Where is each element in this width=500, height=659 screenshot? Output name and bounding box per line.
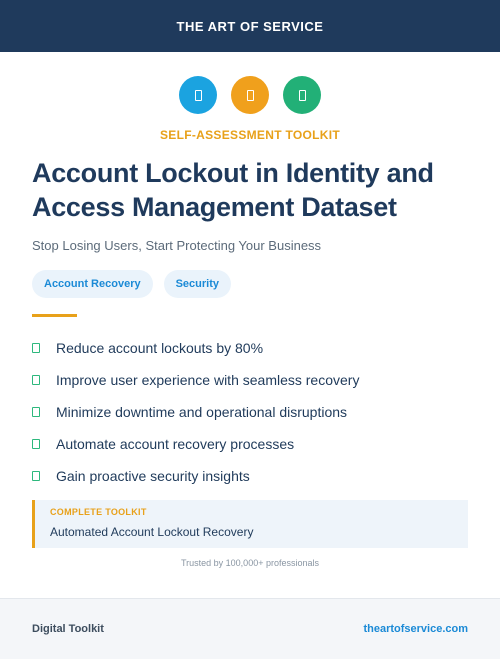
header-bar <box>0 0 500 52</box>
website-link[interactable]: theartofservice.com <box>363 623 468 635</box>
benefit-text: Reduce account lockouts by 80% <box>56 340 264 356</box>
benefit-text: Minimize downtime and operational disruptions <box>56 404 348 420</box>
toolkit-kicker: SELF-ASSESSMENT TOOLKIT <box>159 128 341 142</box>
tag-account-recovery[interactable]: Account Recovery <box>32 270 153 298</box>
callout-kicker: COMPLETE TOOLKIT <box>50 507 147 517</box>
document-icon <box>179 76 217 114</box>
callout-text: Automated Account Lockout Recovery <box>50 525 254 539</box>
document-icon <box>231 76 269 114</box>
check-icon <box>32 439 40 449</box>
document-glyph-icon <box>195 90 202 101</box>
accent-divider <box>32 314 77 317</box>
document-glyph-icon <box>299 90 306 101</box>
document-glyph-icon <box>247 90 254 101</box>
list-item <box>32 460 472 492</box>
page-subtitle: Stop Losing Users, Start Protecting Your Business <box>32 238 322 253</box>
page-title: Account Lockout in Identity and Access Management Dataset <box>32 158 434 222</box>
footer-label: Digital Toolkit <box>32 623 104 635</box>
toolkit-callout <box>32 500 468 548</box>
trust-note: Trusted by 100,000+ professionals <box>180 558 319 568</box>
list-item <box>32 332 472 364</box>
list-item <box>32 364 472 396</box>
check-icon <box>32 375 40 385</box>
footer-bar <box>0 598 500 659</box>
benefit-text: Automate account recovery processes <box>56 436 295 452</box>
tag-security[interactable]: Security <box>164 270 231 298</box>
check-icon <box>32 471 40 481</box>
icon-row <box>0 76 500 114</box>
benefit-text: Gain proactive security insights <box>56 468 250 484</box>
check-icon <box>32 343 40 353</box>
document-icon <box>283 76 321 114</box>
list-item <box>32 428 472 460</box>
benefit-text: Improve user experience with seamless recovery <box>56 372 360 388</box>
brand-title: THE ART OF SERVICE <box>176 18 324 34</box>
check-icon <box>32 407 40 417</box>
list-item <box>32 396 472 428</box>
benefit-list <box>32 332 472 492</box>
tag-list <box>32 270 231 298</box>
